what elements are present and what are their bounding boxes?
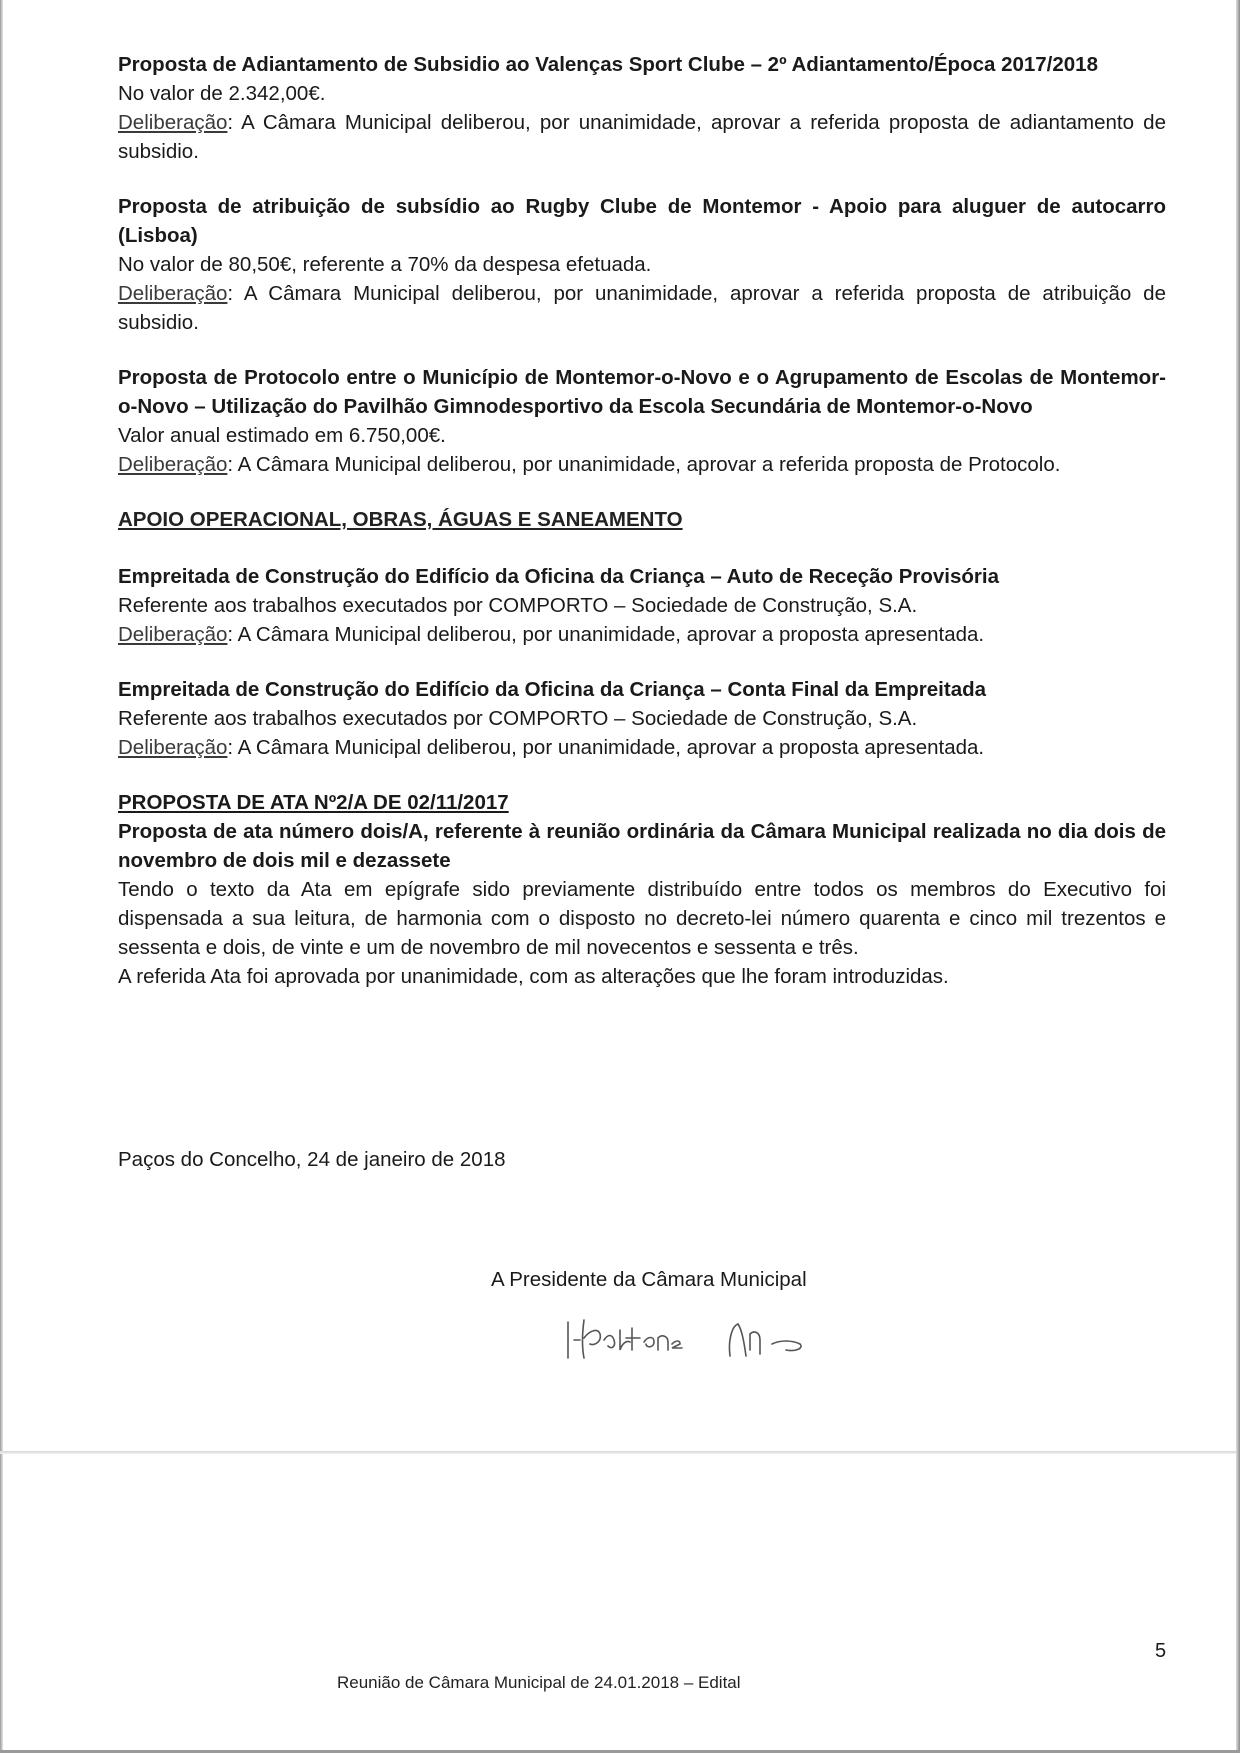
handwritten-signature xyxy=(560,1300,840,1370)
ata-title: PROPOSTA DE ATA Nº2/A DE 02/11/2017 xyxy=(118,791,509,814)
deliberation-text: : A Câmara Municipal deliberou, por unanimidade, aprovar a proposta apresentada. xyxy=(227,736,985,759)
ata-result: A referida Ata foi aprovada por unanimidade, com as alterações que lhe foram introduzidas. xyxy=(118,965,949,988)
deliberation-label: Deliberação xyxy=(118,453,228,476)
scan-left-edge xyxy=(0,0,3,1753)
page-number: 5 xyxy=(1155,1640,1167,1662)
ata-heading: Proposta de ata número dois/A, referente à reunião ordinária da Câmara Municipal realizada no dia dois de novembro de dois mil e dezassete xyxy=(118,820,1166,872)
deliberation xyxy=(118,450,1166,479)
deliberation xyxy=(118,279,1166,337)
proposal-heading: Empreitada de Construção do Edifício da Oficina da Criança – Conta Final da Empreitada xyxy=(118,678,987,701)
deliberation-text: : A Câmara Municipal deliberou, por unanimidade, aprovar a referida proposta de adiantamento de subsidio. xyxy=(118,111,1166,163)
proposal-detail: No valor de 80,50€, referente a 70% da despesa efetuada. xyxy=(118,253,652,276)
proposal-detail: No valor de 2.342,00€. xyxy=(118,82,326,105)
signatory-title: A Presidente da Câmara Municipal xyxy=(491,1268,807,1291)
proposal-item xyxy=(118,562,1166,649)
proposal-detail: Valor anual estimado em 6.750,00€. xyxy=(118,424,446,447)
deliberation xyxy=(118,620,1166,649)
proposal-heading: Proposta de Adiantamento de Subsidio ao Valenças Sport Clube – 2º Adiantamento/Época 2017/2018 xyxy=(118,53,1098,76)
proposal-heading: Proposta de atribuição de subsídio ao Rugby Clube de Montemor - Apoio para aluguer de autocarro (Lisboa) xyxy=(118,195,1166,247)
ata-block xyxy=(118,788,1166,991)
proposal-item xyxy=(118,50,1166,166)
scan-right-edge xyxy=(1236,0,1240,1753)
deliberation-text: : A Câmara Municipal deliberou, por unanimidade, aprovar a referida proposta de atribuição de subsidio. xyxy=(118,282,1166,334)
proposal-detail: Referente aos trabalhos executados por COMPORTO – Sociedade de Construção, S.A. xyxy=(118,594,918,617)
proposal-detail: Referente aos trabalhos executados por COMPORTO – Sociedade de Construção, S.A. xyxy=(118,707,918,730)
document-body xyxy=(118,50,1166,1017)
proposal-item xyxy=(118,675,1166,762)
closing-place-date: Paços do Concelho, 24 de janeiro de 2018 xyxy=(118,1148,506,1171)
proposal-heading: Proposta de Protocolo entre o Município de Montemor-o-Novo e o Agrupamento de Escolas de Montemor-o-Novo – Utilização do Pavilhão Gimnodesportivo da Escola Secundária de Montemor-o-Novo xyxy=(118,366,1166,418)
proposal-item xyxy=(118,192,1166,337)
deliberation-label: Deliberação xyxy=(118,623,228,646)
deliberation-text: : A Câmara Municipal deliberou, por unanimidade, aprovar a referida proposta de Protocolo. xyxy=(227,453,1061,476)
deliberation xyxy=(118,108,1166,166)
deliberation-label: Deliberação xyxy=(118,111,228,134)
proposal-heading: Empreitada de Construção do Edifício da Oficina da Criança – Auto de Receção Provisória xyxy=(118,565,999,588)
deliberation xyxy=(118,733,1166,762)
deliberation-label: Deliberação xyxy=(118,282,228,305)
section-title: APOIO OPERACIONAL, OBRAS, ÁGUAS E SANEAMENTO xyxy=(118,508,683,531)
deliberation-text: : A Câmara Municipal deliberou, por unanimidade, aprovar a proposta apresentada. xyxy=(227,623,985,646)
page-footer: Reunião de Câmara Municipal de 24.01.2018 – Edital xyxy=(337,1673,741,1692)
deliberation-label: Deliberação xyxy=(118,736,228,759)
ata-body: Tendo o texto da Ata em epígrafe sido previamente distribuído entre todos os membros do Executivo foi dispensada a sua leitura, de harmonia com o disposto no decreto-lei número quarenta e cinco mil trezentos e sessenta e dois, de vinte e um de novembro de mil novecentos e sessenta e três. xyxy=(118,878,1166,959)
scan-fold-line xyxy=(0,1451,1236,1454)
proposal-item xyxy=(118,363,1166,479)
